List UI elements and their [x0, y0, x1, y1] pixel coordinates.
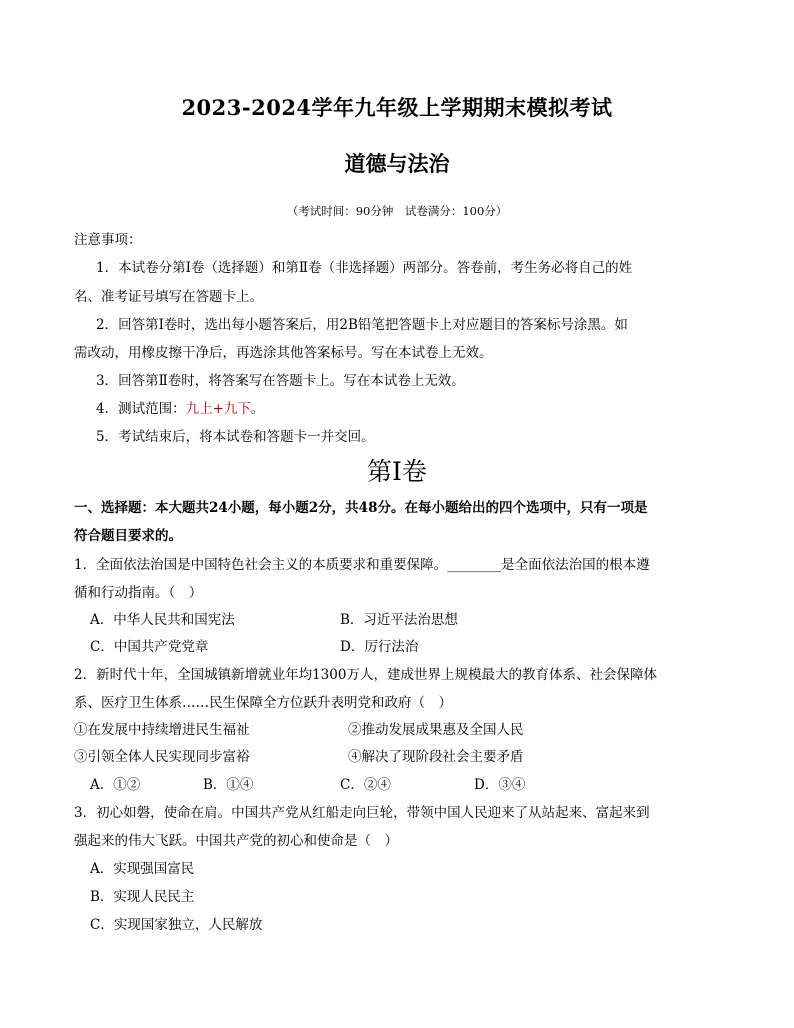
subject-title: 道德与法治 [344, 151, 450, 176]
notice-item-1a: 1．本试卷分第Ⅰ卷（选择题）和第Ⅱ卷（非选择题）两部分。答卷前，考生务必将自己的姓 [96, 260, 633, 276]
q2-option-a: A．①② [90, 777, 141, 793]
q2-statement-3: ③引领全体人民实现同步富裕 [74, 749, 250, 765]
section-instruction-a: 一、选择题：本大题共24小题，每小题2分，共48分。在每小题给出的四个选项中，只有一项是 [74, 500, 648, 516]
q1-option-a: A．中华人民共和国宪法 [90, 612, 235, 628]
q2-stem-a: 2．新时代十年，全国城镇新增就业年均1300万人，建成世界上规模最大的教育体系、社会保障体 [74, 667, 657, 683]
exam-meta: （考试时间：90分钟 试卷满分：100分） [286, 204, 508, 218]
q2-option-d: D．③④ [474, 777, 526, 793]
q2-stem-b: 系、医疗卫生体系……民生保障全方位跃升表明党和政府（ ） [74, 695, 452, 711]
notice-item-3: 3．回答第Ⅱ卷时，将答案写在答题卡上。写在本试卷上无效。 [96, 373, 465, 389]
q3-option-b: B．实现人民民主 [90, 889, 195, 905]
q1-option-b: B．习近平法治思想 [340, 612, 458, 628]
section-title: 第Ⅰ卷 [367, 457, 427, 486]
q3-stem-a: 3．初心如磐，使命在肩。中国共产党从红船走向巨轮，带领中国人民迎来了从站起来、富起来到 [74, 805, 650, 821]
notice-heading: 注意事项： [74, 232, 142, 248]
notice-item-2b: 需改动，用橡皮擦干净后，再选涂其他答案标号。写在本试卷上无效。 [74, 345, 493, 361]
test-range: 九上+九下 [185, 401, 251, 417]
q2-statement-2: ②推动发展成果惠及全国人民 [348, 722, 524, 738]
q2-option-b: B．①④ [203, 777, 254, 793]
notice-item-2a: 2．回答第Ⅰ卷时，选出每小题答案后，用2B铅笔把答题卡上对应题目的答案标号涂黑。如 [96, 317, 628, 333]
q2-option-c: C．②④ [340, 777, 391, 793]
notice-item-1b: 名、准考证号填写在答题卡上。 [74, 289, 263, 305]
q1-stem-b: 循和行动指南。（ ） [74, 585, 203, 601]
notice-item-4-suffix: 。 [250, 401, 265, 417]
notice-item-5: 5．考试结束后，将本试卷和答题卡一并交回。 [96, 429, 375, 445]
notice-item-4 [96, 399, 736, 419]
q3-stem-b: 强起来的伟大飞跃。中国共产党的初心和使命是（ ） [74, 833, 398, 849]
exam-title: 2023-2024学年九年级上学期期末模拟考试 [181, 95, 613, 120]
q2-statement-1: ①在发展中持续增进民生福祉 [74, 722, 250, 738]
q3-option-c: C．实现国家独立，人民解放 [90, 917, 263, 933]
q1-option-d: D．厉行法治 [340, 639, 419, 655]
notice-item-4-prefix: 4．测试范围： [96, 401, 186, 417]
section-instruction-b: 符合题目要求的。 [74, 528, 182, 544]
q2-statement-4: ④解决了现阶段社会主要矛盾 [348, 749, 524, 765]
q3-option-a: A．实现强国富民 [90, 861, 195, 877]
q1-stem-a: 1．全面依法治国是中国特色社会主义的本质要求和重要保障。________是全面依法治国的根本遵 [74, 557, 650, 573]
q1-option-c: C．中国共产党党章 [90, 639, 209, 655]
